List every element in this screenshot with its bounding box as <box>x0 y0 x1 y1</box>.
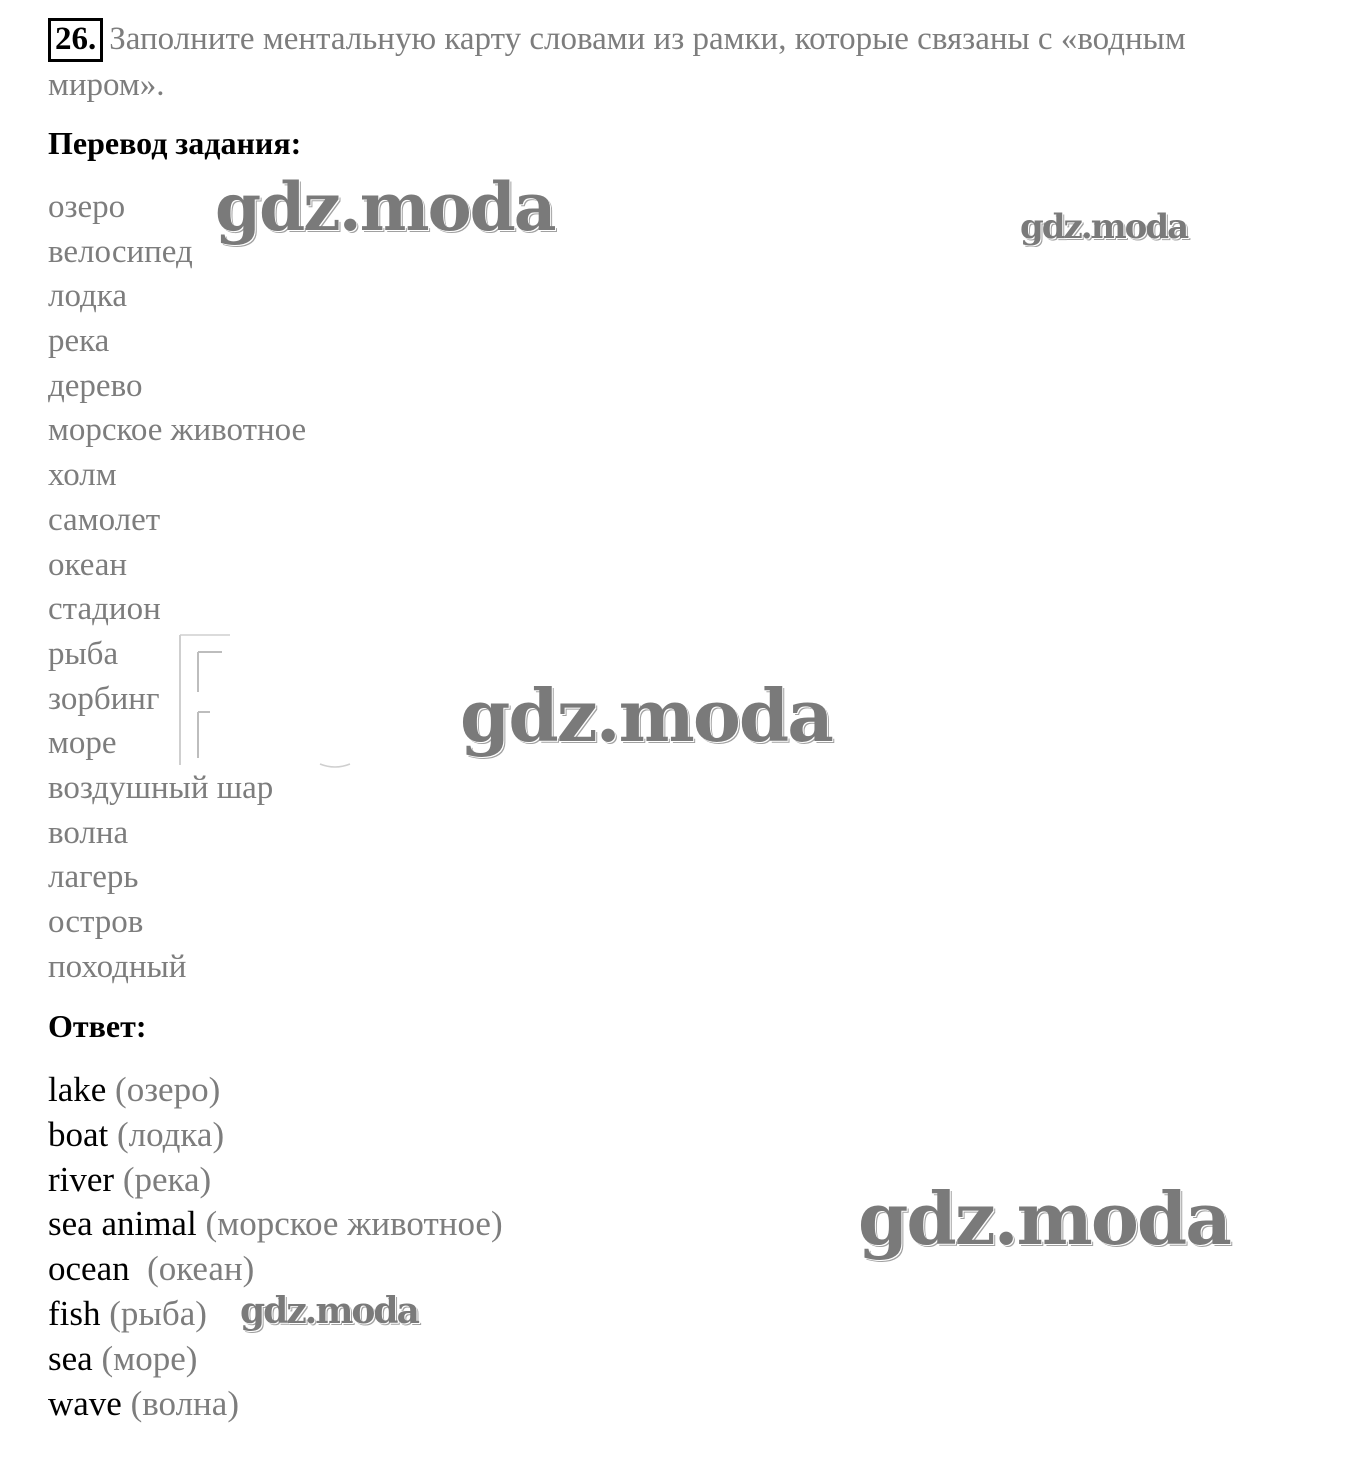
word-list <box>48 185 306 989</box>
word-item: море <box>48 725 117 762</box>
watermark: gdz.moda <box>460 673 832 758</box>
word-item: самолет <box>48 501 161 538</box>
watermark: gdz.moda <box>215 168 555 246</box>
answer-item <box>48 1113 503 1158</box>
answer-english: ocean <box>48 1249 139 1289</box>
answer-russian: (морское животное) <box>205 1204 503 1244</box>
answer-russian: (озеро) <box>115 1070 221 1109</box>
image-fragment-lines <box>170 630 360 770</box>
answer-english: wave <box>48 1383 122 1423</box>
task-statement <box>48 16 1278 108</box>
task-text: Заполните ментальную карту словами из рамки, которые связаны с «водным миром». <box>48 21 1186 103</box>
answer-heading: Ответ: <box>48 1008 147 1044</box>
word-item: озеро <box>48 189 126 225</box>
word-item: холм <box>48 457 117 494</box>
word-item: велосипед <box>48 233 193 270</box>
word-item: лагерь <box>48 859 139 896</box>
word-item: воздушный шар <box>48 769 274 806</box>
word-item: морское животное <box>48 412 307 449</box>
answer-item <box>48 1068 503 1113</box>
answer-russian: (рыба) <box>109 1293 207 1333</box>
answer-english: sea <box>48 1338 93 1378</box>
answer-russian: (океан) <box>147 1249 255 1289</box>
answer-russian: (река) <box>122 1159 212 1199</box>
word-item: рыба <box>48 635 119 672</box>
answer-english: sea animal <box>48 1204 197 1244</box>
word-item: река <box>48 323 110 360</box>
word-item: лодка <box>48 278 127 315</box>
answer-english: fish <box>48 1293 101 1333</box>
watermark: gdz.moda <box>858 1176 1230 1261</box>
answer-item <box>48 1158 503 1203</box>
word-item: волна <box>48 814 129 851</box>
translation-heading: Перевод задания: <box>48 125 302 161</box>
word-item: походный <box>48 948 187 985</box>
watermark: gdz.moda <box>240 1290 418 1332</box>
watermark: gdz.moda <box>1020 207 1188 247</box>
word-item: океан <box>48 546 128 583</box>
answer-english: boat <box>48 1114 109 1154</box>
answer-english: river <box>48 1159 115 1199</box>
answer-english: lake <box>48 1070 107 1109</box>
answer-item <box>48 1382 503 1427</box>
answer-russian: (море) <box>101 1338 198 1378</box>
answer-list <box>48 1068 503 1426</box>
answer-item <box>48 1202 503 1247</box>
answer-russian: (лодка) <box>117 1114 225 1154</box>
answer-item <box>48 1247 503 1292</box>
word-item: остров <box>48 904 144 940</box>
word-item: зорбинг <box>48 680 160 717</box>
word-item: дерево <box>48 367 143 404</box>
task-number: 26. <box>48 18 103 62</box>
word-item: стадион <box>48 591 161 628</box>
answer-item <box>48 1337 503 1382</box>
answer-russian: (волна) <box>130 1383 239 1423</box>
